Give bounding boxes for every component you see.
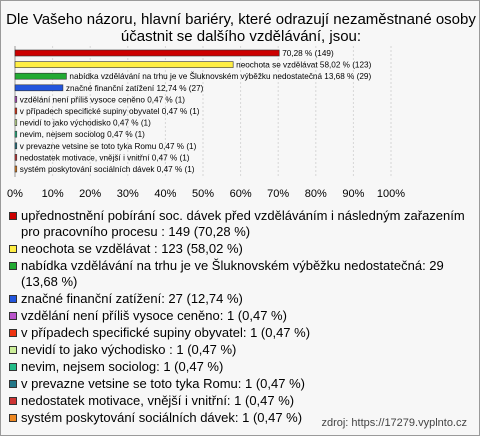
bar-label: 70,28 % (149) bbox=[282, 49, 334, 58]
bar bbox=[15, 96, 17, 102]
x-tick-label: 10% bbox=[41, 188, 64, 200]
bar bbox=[15, 120, 17, 126]
x-tick-label: 20% bbox=[79, 188, 102, 200]
legend-label: upřednostnění pobírání soc. dávek před vzděláváním i následným zařazením pro pracovního procesu : 149 (70,28 %) bbox=[21, 208, 465, 239]
bar-label: neochota se vzdělávat 58,02 % (123) bbox=[236, 60, 372, 70]
legend-label: neochota se vzdělávat : 123 (58,02 %) bbox=[21, 241, 243, 256]
legend-item bbox=[9, 258, 477, 290]
x-tick-label: 80% bbox=[304, 188, 327, 200]
legend-swatch bbox=[9, 312, 17, 320]
bar-chart bbox=[1, 1, 479, 206]
x-tick-label: 50% bbox=[191, 188, 215, 200]
legend-label: v případech specifické supiny obyvatel: 1 (0,47 %) bbox=[21, 325, 311, 340]
bar-label: v prevazne vetsine se toto tyka Romu 0,47 % (1) bbox=[19, 141, 197, 151]
x-tick-labels bbox=[7, 188, 405, 200]
source-text: zdroj: https://17279.vyplnto.cz bbox=[321, 417, 467, 429]
x-tick-label: 70% bbox=[267, 188, 290, 200]
x-tick-label: 0% bbox=[7, 188, 23, 200]
bar bbox=[15, 73, 66, 79]
bar bbox=[15, 50, 279, 56]
legend-label: systém poskytování sociálních dávek: 1 (0,47 %) bbox=[21, 410, 303, 425]
bar bbox=[15, 154, 17, 160]
legend-swatch bbox=[9, 397, 17, 405]
legend-item bbox=[9, 342, 477, 358]
bar-label: systém poskytování sociálních dávek 0,47 % (1) bbox=[19, 165, 195, 174]
bar-label: nabídka vzdělávání na trhu je ve Šluknovském výběžku nedostatečná 13,68 % (29) bbox=[69, 72, 372, 82]
bar-label: vzdělání není příliš vysoce ceněno 0,47 % (1) bbox=[19, 95, 185, 105]
x-tick-label: 90% bbox=[342, 188, 365, 200]
legend-item bbox=[9, 393, 477, 409]
legend-item bbox=[9, 325, 477, 341]
bar-label: značné finanční zatížení 12,74 % (27) bbox=[65, 83, 204, 93]
x-tick-label: 60% bbox=[229, 188, 252, 200]
legend-swatch bbox=[9, 380, 17, 388]
x-tick-label: 100% bbox=[376, 188, 406, 200]
legend-swatch bbox=[9, 245, 17, 253]
legend-item bbox=[9, 208, 477, 240]
bar bbox=[15, 131, 17, 137]
x-tick-label: 40% bbox=[154, 188, 177, 200]
bar bbox=[15, 166, 17, 172]
legend-item bbox=[9, 376, 477, 392]
bar-label: nedostatek motivace, vnější i vnitřní 0,47 % (1) bbox=[19, 153, 190, 163]
chart-title: Dle Vašeho názoru, hlavní bariéry, které odrazují nezaměstnané osoby účastnit se dalšího vzdělávání, jsou: bbox=[6, 11, 476, 45]
bar bbox=[15, 143, 17, 149]
legend-label: nedostatek motivace, vnější i vnitřní: 1 (0,47 %) bbox=[21, 393, 295, 408]
legend-swatch bbox=[9, 363, 17, 371]
legend-swatch bbox=[9, 346, 17, 354]
bar bbox=[15, 85, 63, 91]
bar-label: v případech specifické supiny obyvatel 0,47 % (1) bbox=[19, 107, 200, 116]
legend-label: nevim, nejsem sociolog: 1 (0,47 %) bbox=[21, 359, 224, 374]
legend-label: nabídka vzdělávání na trhu je ve Šluknovském výběžku nedostatečná: 29 (13,68 %) bbox=[21, 258, 444, 289]
bar bbox=[15, 62, 233, 68]
legend-item bbox=[9, 359, 477, 375]
x-tick-label: 30% bbox=[116, 188, 139, 200]
bar bbox=[15, 108, 17, 114]
legend-item bbox=[9, 291, 477, 307]
legend-swatch bbox=[9, 414, 17, 422]
legend-swatch bbox=[9, 329, 17, 337]
legend-label: v prevazne vetsine se toto tyka Romu: 1 (0,47 %) bbox=[21, 376, 305, 391]
legend-label: nevidí to jako východisko : 1 (0,47 %) bbox=[21, 342, 237, 357]
legend bbox=[9, 208, 477, 427]
bar-label: nevidí to jako východisko 0,47 % (1) bbox=[19, 118, 151, 128]
bar-label: nevim, nejsem sociolog 0,47 % (1) bbox=[19, 130, 145, 140]
legend-swatch bbox=[9, 262, 17, 270]
legend-swatch bbox=[9, 212, 17, 220]
legend-item bbox=[9, 308, 477, 324]
legend-swatch bbox=[9, 295, 17, 303]
legend-item bbox=[9, 241, 477, 257]
legend-label: značné finanční zatížení: 27 (12,74 %) bbox=[21, 291, 243, 306]
legend-label: vzdělání není příliš vysoce ceněno: 1 (0,47 %) bbox=[21, 308, 287, 323]
